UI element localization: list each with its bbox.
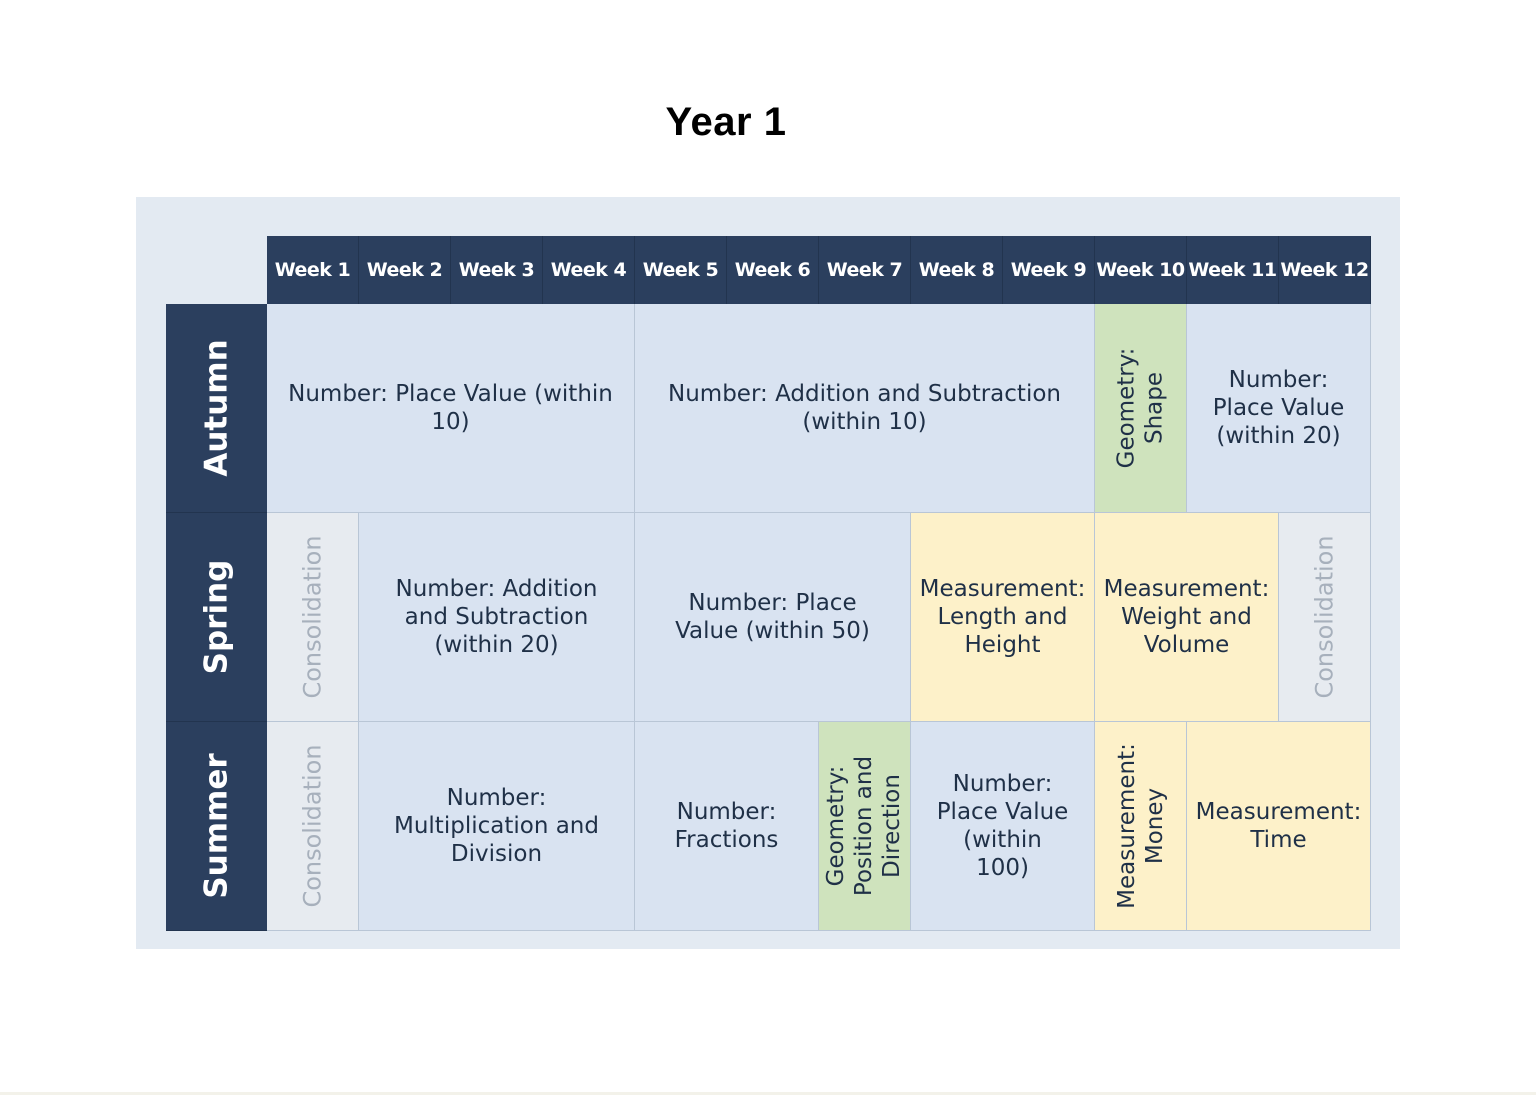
topic-block-number	[359, 722, 635, 931]
topic-label: Consolidation	[1310, 535, 1339, 699]
topic-label: Number: Place Value (within 20)	[1212, 367, 1345, 449]
topic-label: Number: Addition and Subtraction (within 20)	[395, 576, 598, 658]
topic-block-geometry	[1095, 304, 1187, 513]
page-title: Year 1	[665, 100, 787, 144]
week-header-9: Week 9	[1003, 236, 1095, 304]
term-label: Spring	[198, 559, 235, 675]
topic-block-measurement	[1095, 722, 1187, 931]
topic-label: Measurement: Money	[1113, 743, 1168, 909]
topic-label: Number: Multiplication and Division	[394, 785, 599, 867]
topic-label: Number: Place Value (within 50)	[675, 590, 870, 644]
topic-block-geometry	[819, 722, 911, 931]
topic-label: Number: Addition and Subtraction (within 10)	[668, 381, 1061, 435]
topic-block-measurement	[1095, 513, 1279, 722]
term-label: Summer	[198, 753, 235, 899]
term-header-autumn	[166, 304, 267, 513]
week-header-3: Week 3	[451, 236, 543, 304]
topic-block-number	[359, 513, 635, 722]
topic-label: Number: Fractions	[674, 799, 779, 853]
topic-block-measurement	[911, 513, 1095, 722]
topic-block-measurement	[1187, 722, 1371, 931]
topic-label: Number: Place Value (within 10)	[288, 381, 613, 435]
topic-label: Consolidation	[298, 744, 327, 908]
topic-block-consolidation	[1279, 513, 1371, 722]
topic-label: Consolidation	[298, 535, 327, 699]
week-header-10: Week 10	[1095, 236, 1187, 304]
topic-label: Measurement: Weight and Volume	[1103, 576, 1270, 658]
topic-block-consolidation	[267, 722, 359, 931]
topic-label: Measurement: Length and Height	[919, 576, 1086, 658]
topic-block-number	[911, 722, 1095, 931]
topic-block-consolidation	[267, 513, 359, 722]
topic-block-number	[635, 722, 819, 931]
topic-label: Number: Place Value (within 100)	[936, 771, 1069, 881]
topic-label: Measurement: Time	[1195, 799, 1362, 853]
week-header-5: Week 5	[635, 236, 727, 304]
week-header-12: Week 12	[1279, 236, 1371, 304]
week-header-1: Week 1	[267, 236, 359, 304]
grid-corner	[166, 236, 267, 304]
week-header-11: Week 11	[1187, 236, 1279, 304]
topic-block-number	[635, 304, 1095, 513]
week-header-7: Week 7	[819, 236, 911, 304]
week-header-8: Week 8	[911, 236, 1003, 304]
topic-label: Geometry: Shape	[1113, 347, 1168, 469]
week-header-4: Week 4	[543, 236, 635, 304]
topic-block-number	[267, 304, 635, 513]
term-header-summer	[166, 722, 267, 931]
week-header-6: Week 6	[727, 236, 819, 304]
scheme-of-learning-grid	[166, 236, 1371, 933]
term-label: Autumn	[198, 339, 235, 477]
term-header-spring	[166, 513, 267, 722]
topic-block-number	[635, 513, 911, 722]
week-header-2: Week 2	[359, 236, 451, 304]
topic-block-number	[1187, 304, 1371, 513]
topic-label: Geometry: Position and Direction	[823, 755, 906, 897]
